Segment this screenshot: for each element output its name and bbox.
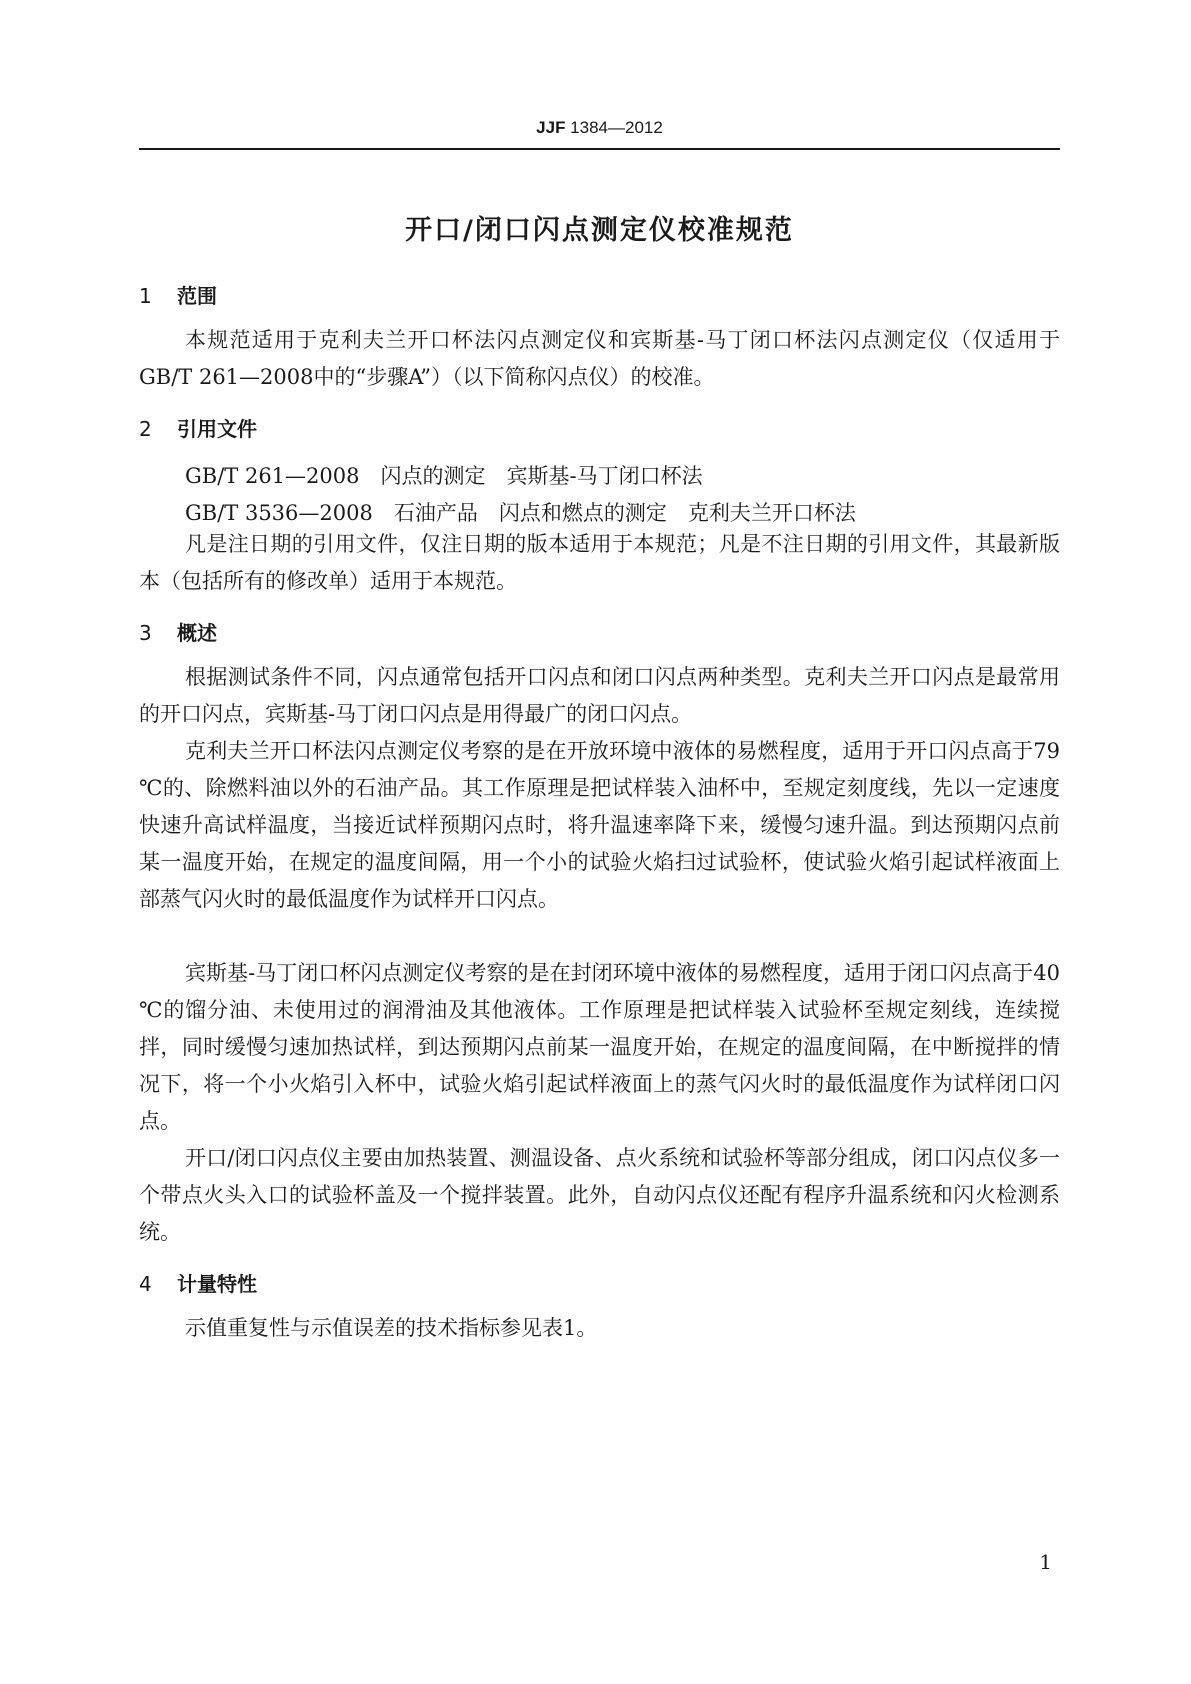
paragraph-overview-4: 开口/闭口闪点仪主要由加热装置、测温设备、点火系统和试验杯等部分组成，闭口闪点仪多一个带点火头入口的试验杯盖及一个搅拌装置。此外，自动闪点仪还配有程序升温系统和闪火检测系统。 [139,1146,1060,1244]
document-code-prefix: JJF [536,118,566,137]
section-title: 概述 [177,621,217,645]
document-code-number: 1384—2012 [565,118,663,137]
section-number: 3 [139,621,152,645]
page-number: 1 [1039,1550,1052,1574]
paragraph-scope: 本规范适用于克利夫兰开口杯法闪点测定仪和宾斯基-马丁闭口杯法闪点测定仪（仅适用于GB/T 261—2008中的“步骤A”）（以下简称闪点仪）的校准。 [139,328,1060,389]
section-heading-scope [139,280,217,309]
reference-item: GB/T 3536—2008 石油产品 闪点和燃点的测定 克利夫兰开口杯法 [185,501,856,525]
section-heading-metrology [139,1268,257,1297]
section-title: 计量特性 [177,1272,257,1296]
section-title: 引用文件 [177,417,257,441]
header-rule [139,148,1060,150]
section-heading-overview [139,617,217,646]
paragraph-overview-3: 宾斯基-马丁闭口杯闪点测定仪考察的是在封闭环境中液体的易燃程度，适用于闭口闪点高于40 ℃的馏分油、未使用过的润滑油及其他液体。工作原理是把试样装入试验杯至规定刻线，连续搅拌，同时缓慢匀速加热试样，到达预期闪点前某一温度开始，在规定的温度间隔，在中断搅拌的情况下，将一个小火焰引入杯中，试验火焰引起试样液面上的蒸气闪火时的最低温度作为试样闭口闪点。 [139,961,1060,1133]
reference-item: GB/T 261—2008 闪点的测定 宾斯基-马丁闭口杯法 [185,464,703,488]
section-heading-references [139,413,257,442]
section-number: 1 [139,284,152,308]
document-code [139,118,1060,138]
section-number: 4 [139,1272,152,1296]
section-title: 范围 [177,284,217,308]
paragraph-references-note: 凡是注日期的引用文件，仅注日期的版本适用于本规范；凡是不注日期的引用文件，其最新版本（包括所有的修改单）适用于本规范。 [139,532,1060,593]
paragraph-overview-1: 根据测试条件不同，闪点通常包括开口闪点和闭口闪点两种类型。克利夫兰开口闪点是最常用的开口闪点，宾斯基-马丁闭口闪点是用得最广的闭口闪点。 [139,665,1060,726]
paragraph-overview-2: 克利夫兰开口杯法闪点测定仪考察的是在开放环境中液体的易燃程度，适用于开口闪点高于79 ℃的、除燃料油以外的石油产品。其工作原理是把试样装入油杯中，至规定刻度线，先以一定速度快速升高试样温度，当接近试样预期闪点时，将升温速率降下来，缓慢匀速升温。到达预期闪点前某一温度开始，在规定的温度间隔，用一个小的试验火焰扫过试验杯，使试验火焰引起试样液面上部蒸气闪火时的最低温度作为试样开口闪点。 [139,739,1060,911]
paragraph-metrology: 示值重复性与示值误差的技术指标参见表1。 [185,1316,598,1340]
page-title: 开口/闭口闪点测定仪校准规范 [405,215,794,246]
section-number: 2 [139,417,152,441]
